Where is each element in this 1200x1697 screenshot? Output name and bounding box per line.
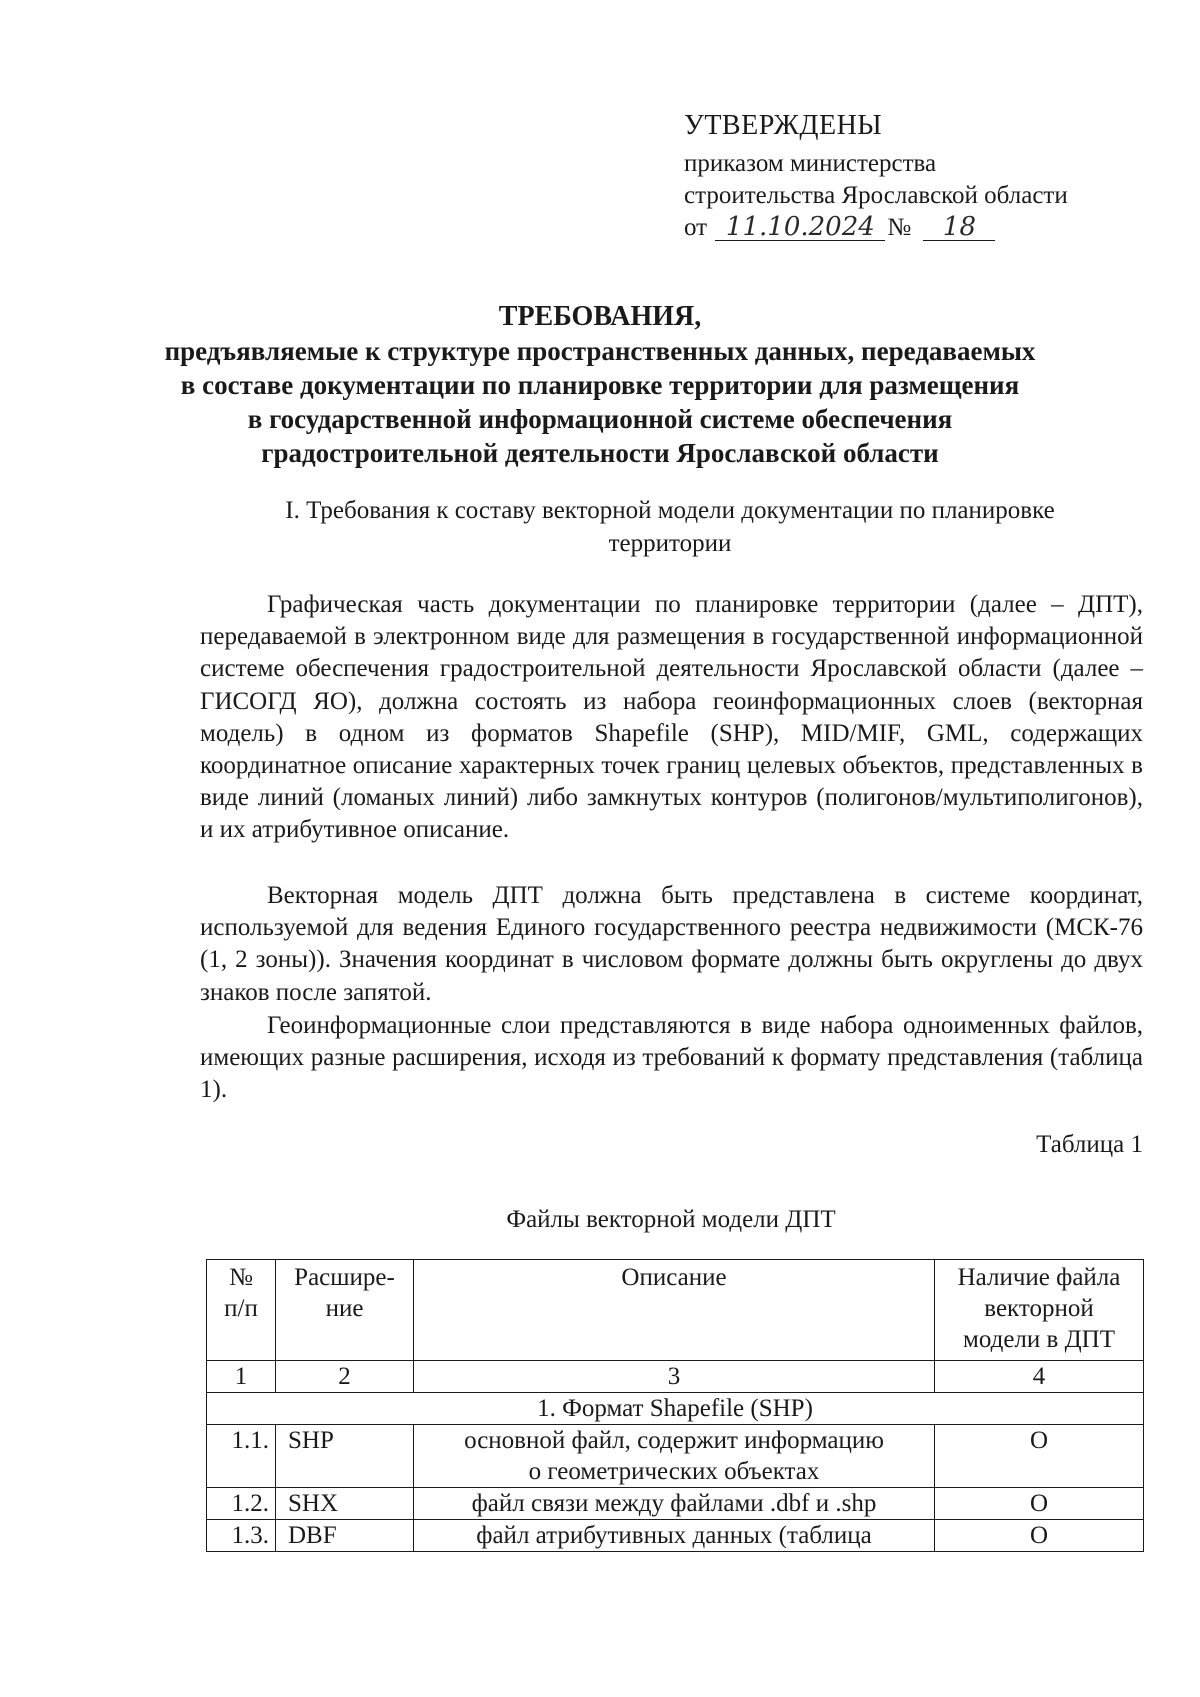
paragraph-2	[200, 880, 1143, 1009]
paragraph-3	[200, 1010, 1143, 1107]
vector-model-files-table	[206, 1259, 1144, 1552]
document-title	[0, 300, 1200, 470]
approval-order-line: приказом министерства	[684, 150, 937, 177]
approval-block	[684, 108, 1068, 244]
table-index-row	[207, 1361, 1144, 1393]
index-cell: 2	[276, 1361, 414, 1393]
approval-ministry-line: строительства Ярославской области	[684, 182, 1068, 209]
paragraph-1	[200, 589, 1143, 847]
row-num-cell: 1.2.	[207, 1488, 276, 1520]
index-cell: 4	[935, 1361, 1144, 1393]
section-title-line-2: территории	[608, 530, 732, 557]
header-ext-cell	[276, 1260, 414, 1361]
row-desc-line-1: основной файл, содержит информацию	[464, 1427, 884, 1454]
row-desc-cell: файл атрибутивных данных (таблица	[414, 1520, 935, 1552]
approval-title: УТВЕРЖДЕНЫ	[684, 110, 883, 141]
header-presence-line-3: модели в ДПТ	[963, 1326, 1115, 1353]
document-subtitle-line-3: в государственной информационной системе обеспечения	[247, 404, 953, 434]
table-row	[207, 1488, 1144, 1520]
header-presence-line-2: векторной	[984, 1295, 1094, 1322]
approval-date-handwritten: 11.10.2024	[715, 214, 885, 241]
row-presence-cell: О	[935, 1488, 1144, 1520]
row-desc-cell	[414, 1425, 935, 1488]
row-num-cell: 1.1.	[207, 1425, 276, 1488]
header-num-line-1: №	[229, 1264, 253, 1291]
header-ext-line-2: ние	[325, 1295, 364, 1322]
row-desc-cell: файл связи между файлами .dbf и .shp	[414, 1488, 935, 1520]
document-heading: ТРЕБОВАНИЯ,	[498, 301, 702, 332]
table-row	[207, 1425, 1144, 1488]
header-ext-line-1: Расшире-	[294, 1264, 395, 1291]
row-ext-cell: DBF	[276, 1520, 414, 1552]
section-row-cell: 1. Формат Shapefile (SHP)	[207, 1393, 1144, 1425]
row-ext-cell: SHP	[276, 1425, 414, 1488]
row-presence-cell: О	[935, 1520, 1144, 1552]
approval-number-handwritten: 18	[923, 214, 995, 241]
paragraph-text: Геоинформационные слои представляются в виде набора одноименных файлов, имеющих разные расширения, исходя из требований к формату представления (таблица 1).	[200, 1012, 1143, 1104]
header-presence-line-1: Наличие файла	[957, 1264, 1121, 1291]
table-row	[207, 1520, 1144, 1552]
document-subtitle-line-2: в составе документации по планировке территории для размещения	[180, 370, 1020, 400]
row-presence-cell: О	[935, 1425, 1144, 1488]
section-title	[200, 494, 1140, 560]
row-desc-line-2: о геометрических объектах	[528, 1458, 820, 1485]
table-header-row	[207, 1260, 1144, 1361]
approval-number-sign: №	[887, 214, 912, 241]
index-cell: 1	[207, 1361, 276, 1393]
header-desc-cell: Описание	[414, 1260, 935, 1361]
document-subtitle-line-4: градостроительной деятельности Ярославской области	[261, 438, 939, 468]
paragraph-text: Графическая часть документации по планировке территории (далее – ДПТ), передаваемой в электронном виде для размещения в государственной информационной системе обеспечения градостроительной деятельности Ярославской области (далее – ГИСОГД ЯО), должна состоять из набора геоинформационных слоев (векторная модель) в одном из форматов Shapefile (SHP), MID/MIF, GML, содержащих координатное описание характерных точек границ целевых объектов, представленных в виде линий (ломаных линий) либо замкнутых контуров (полигонов/мультиполигонов), и их атрибутивное описание.	[200, 591, 1143, 844]
section-title-line-1: I. Требования к составу векторной модели документации по планировке	[285, 497, 1055, 524]
index-cell: 3	[414, 1361, 935, 1393]
approval-from-prefix: от	[684, 214, 708, 241]
header-presence-cell	[935, 1260, 1144, 1361]
table-label: Таблица 1	[1036, 1131, 1143, 1158]
row-ext-cell: SHX	[276, 1488, 414, 1520]
header-num-cell	[207, 1260, 276, 1361]
approval-date-line	[684, 212, 1068, 244]
header-num-line-2: п/п	[224, 1295, 258, 1322]
paragraph-text: Векторная модель ДПТ должна быть представлена в системе координат, используемой для ведения Единого государственного реестра недвижимости (МСК-76 (1, 2 зоны)). Значения координат в числовом формате должны быть округлены до двух знаков после запятой.	[200, 882, 1143, 1006]
table-caption: Файлы векторной модели ДПТ	[506, 1206, 836, 1233]
table-section-row	[207, 1393, 1144, 1425]
row-num-cell: 1.3.	[207, 1520, 276, 1552]
document-subtitle-line-1: предъявляемые к структуре пространственных данных, передаваемых	[164, 336, 1036, 366]
